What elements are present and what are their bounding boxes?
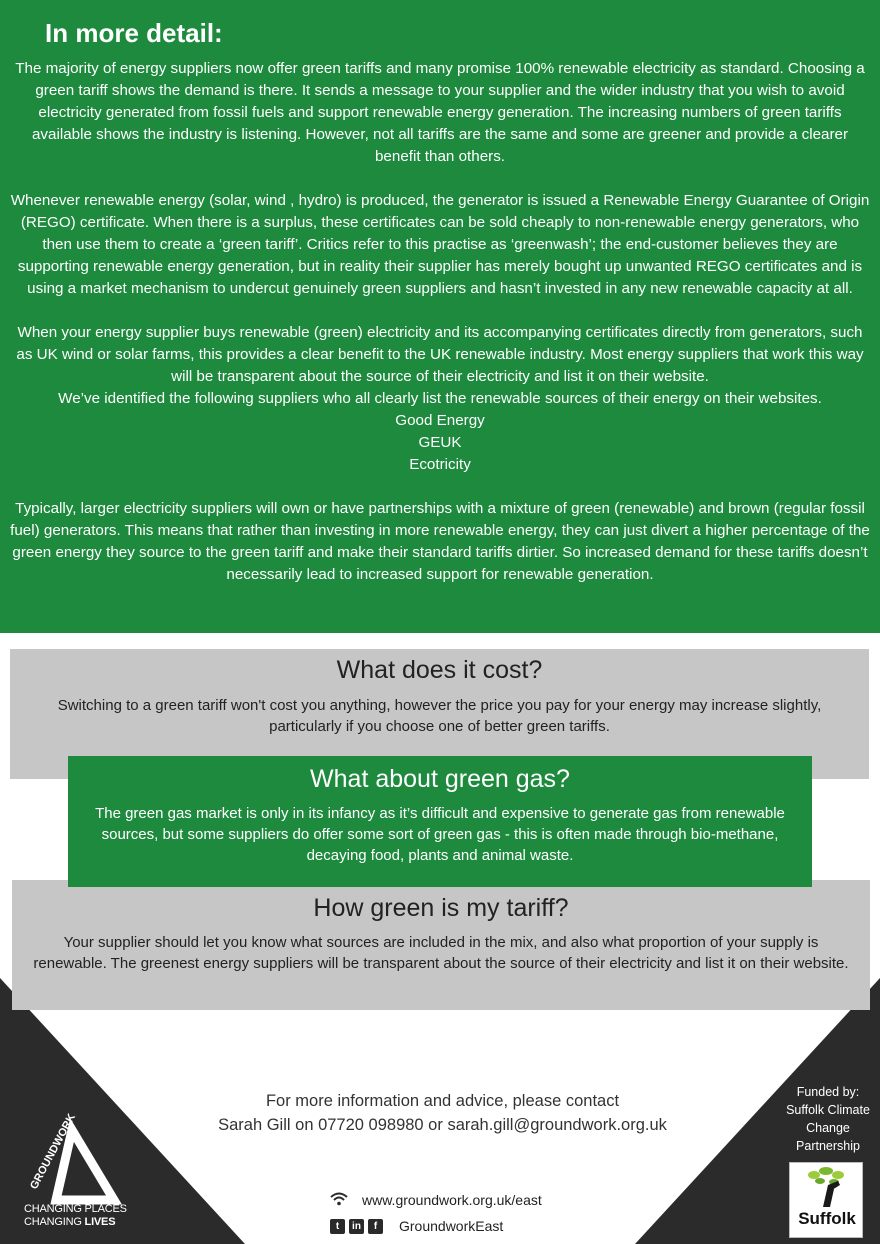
detail-heading: In more detail: [45, 18, 223, 48]
detail-paragraph-1: The majority of energy suppliers now offer green tariffs and many promise 100% renewable electricity as standard. Choosing a green tariff shows the demand is there. It sends a message to your supplier and the wider industry that you wish to avoid electricity generated from fossil fuels and support renewable energy generation. The increasing numbers of green tariffs available shows the industry is listening. However, not all tariffs are the same and some are greener and provide a clearer benefit than others. [15, 60, 865, 165]
gas-box [68, 756, 812, 887]
groundwork-tagline-2: CHANGING LIVES [24, 1216, 116, 1228]
gas-title: What about green gas? [310, 765, 570, 793]
website-link[interactable]: www.groundwork.org.uk/east [362, 1192, 542, 1208]
contact-info [180, 1089, 705, 1137]
gas-body: The green gas market is only in its infancy as it’s difficult and expensive to generate gas from renewable sources, but some suppliers do offer some sort of green gas - this is often made through bio-methane, decaying food, plants and animal waste. [95, 805, 785, 864]
cost-title: What does it cost? [336, 656, 543, 684]
groundwork-brand: GROUNDWORK [28, 1111, 78, 1192]
funded-line-2: Change [806, 1121, 850, 1135]
supplier-item: Ecotricity [409, 456, 471, 473]
cost-body: Switching to a green tariff won't cost you anything, however the price you pay for your energy may increase slightly, particularly if you choose one of better green tariffs. [57, 697, 822, 735]
detail-paragraph-2: Whenever renewable energy (solar, wind , hydro) is produced, the generator is issued a Renewable Energy Guarantee of Origin (REGO) certificate. When there is a surplus, these certificates can be sold cheaply to non-renewable energy generators, who then use them to create a ‘green tariff’. Critics refer to this practise as ‘greenwash’; the end-customer believes they are supporting renewable energy generation, but in reality their supplier has merely bought up unwanted REGO certificates and is using a market mechanism to undercut genuinely green suppliers and hasn’t invested in any new renewable capacity at all. [10, 192, 870, 297]
detail-paragraph-4: We’ve identified the following suppliers who all clearly list the renewable sources of their energy on their websites. [58, 390, 822, 407]
tariff-box [12, 880, 870, 1010]
twitter-icon[interactable]: t [330, 1219, 345, 1234]
suffolk-logo [789, 1162, 863, 1238]
wifi-icon [330, 1192, 348, 1209]
facebook-icon[interactable]: f [368, 1219, 383, 1234]
detail-body [10, 58, 870, 586]
linkedin-icon[interactable]: in [349, 1219, 364, 1234]
funded-label: Funded by: [796, 1085, 860, 1099]
supplier-item: GEUK [418, 434, 462, 451]
contact-line-2[interactable]: Sarah Gill on 07720 098980 or sarah.gill@groundwork.org.uk [218, 1116, 667, 1134]
social-row [330, 1214, 503, 1238]
social-handle[interactable]: GroundworkEast [399, 1218, 504, 1234]
supplier-item: Good Energy [395, 412, 485, 429]
funded-line-3: Partnership [796, 1139, 860, 1153]
tariff-title: How green is my tariff? [313, 894, 569, 922]
detail-paragraph-3: When your energy supplier buys renewable (green) electricity and its accompanying certificates directly from generators, such as UK wind or solar farms, this provides a clear benefit to the UK renewable industry. Most energy suppliers that work this way will be transparent about the source of their electricity and list it on their website. [16, 324, 864, 385]
funded-by [776, 1083, 880, 1155]
suffolk-leaves-icon [790, 1163, 862, 1209]
tariff-body: Your supplier should let you know what sources are included in the mix, and also what proportion of your supply is renewable. The greenest energy suppliers will be transparent about the source of their electricity and list it on their website. [33, 934, 849, 972]
funded-line-1: Suffolk Climate [786, 1103, 870, 1117]
detail-paragraph-5: Typically, larger electricity suppliers will own or have partnerships with a mixture of green (renewable) and brown (regular fossil fuel) generators. This means that rather than investing in more renewable energy, they can just divert a higher percentage of the green energy they source to the green tariff and make their standard tariffs dirtier. So increased demand for these tariffs doesn’t necessarily lead to increased support for renewable generation. [10, 500, 870, 583]
website-row [330, 1188, 542, 1212]
contact-line-1: For more information and advice, please contact [265, 1092, 620, 1110]
groundwork-tagline-1: CHANGING PLACES [24, 1203, 127, 1215]
suffolk-logo-text: Suffolk [798, 1209, 856, 1228]
